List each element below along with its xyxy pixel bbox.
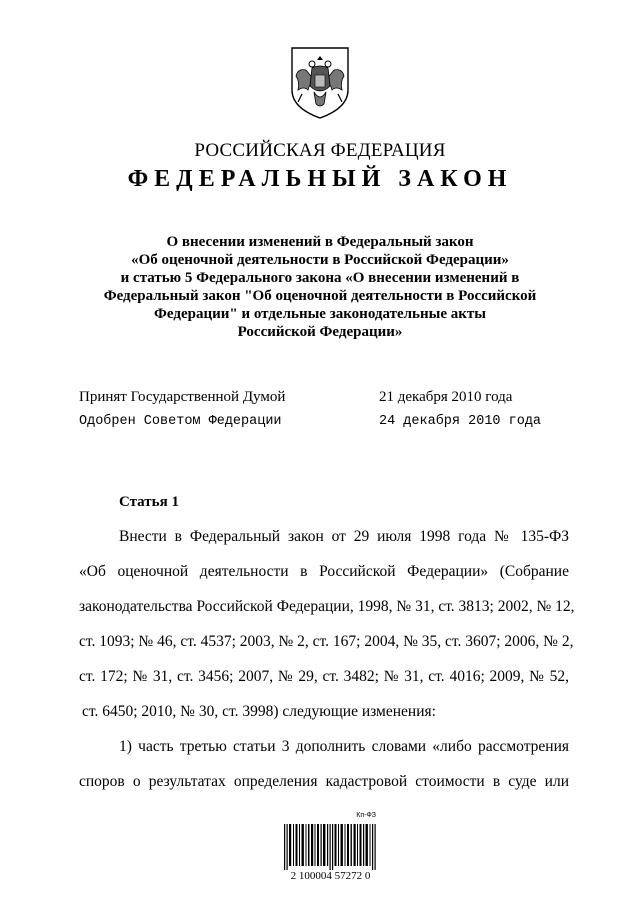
coat-of-arms-emblem-icon bbox=[288, 46, 352, 120]
barcode bbox=[283, 812, 378, 884]
barcode-bars-icon bbox=[283, 824, 378, 870]
article-text-line: 1) часть третью статьи 3 дополнить словами «либо рассмотрения bbox=[119, 738, 569, 755]
subject-line: Федерации" и отдельные законодательные акты bbox=[154, 306, 486, 322]
law-subject-title bbox=[90, 233, 550, 341]
country-heading: РОССИЙСКАЯ ФЕДЕРАЦИЯ bbox=[194, 140, 446, 161]
subject-line: О внесении изменений в Федеральный закон bbox=[166, 234, 474, 250]
article-text-line: законодательства Российской Федерации, 1998, № 31, ст. 3813; 2002, № 12, bbox=[79, 598, 575, 615]
subject-line: «Об оценочной деятельности в Российской Федерации» bbox=[131, 252, 509, 268]
subject-line: Российской Федерации» bbox=[237, 324, 403, 340]
article-title: Статья 1 bbox=[119, 494, 179, 510]
subject-line: Федеральный закон "Об оценочной деятельности в Российской bbox=[103, 288, 537, 304]
barcode-caption: Кп-ФЗ bbox=[356, 812, 376, 819]
article-text-line: «Об оценочной деятельности в Российской Федерации» (Собрание bbox=[79, 563, 569, 580]
article-text-line: ст. 172; № 31, ст. 3456; 2007, № 29, ст. 3482; № 31, ст. 4016; 2009, № 52, bbox=[79, 668, 569, 685]
adoption-date: 24 декабря 2010 года bbox=[379, 414, 542, 429]
article-text-line: ст. 6450; 2010, № 30, ст. 3998) следующие изменения: bbox=[82, 703, 436, 720]
document-type-heading: ФЕДЕРАЛЬНЫЙ ЗАКОН bbox=[127, 166, 513, 192]
article-text-line: ст. 1093; № 46, ст. 4537; 2003, № 2, ст. 167; 2004, № 35, ст. 3607; 2006, № 2, bbox=[79, 633, 574, 650]
barcode-number: 2 100004 57272 0 bbox=[290, 870, 371, 882]
article-text-line: споров о результатах определения кадастровой стоимости в суде или bbox=[79, 773, 569, 790]
article-text-line: Внести в Федеральный закон от 29 июля 1998 года № 135-ФЗ bbox=[119, 528, 569, 545]
adoption-date: 21 декабря 2010 года bbox=[379, 389, 513, 405]
subject-line: и статью 5 Федерального закона «О внесении изменений в bbox=[120, 270, 520, 286]
adoption-label: Одобрен Советом Федерации bbox=[79, 414, 282, 429]
adoption-label: Принят Государственной Думой bbox=[79, 389, 286, 405]
